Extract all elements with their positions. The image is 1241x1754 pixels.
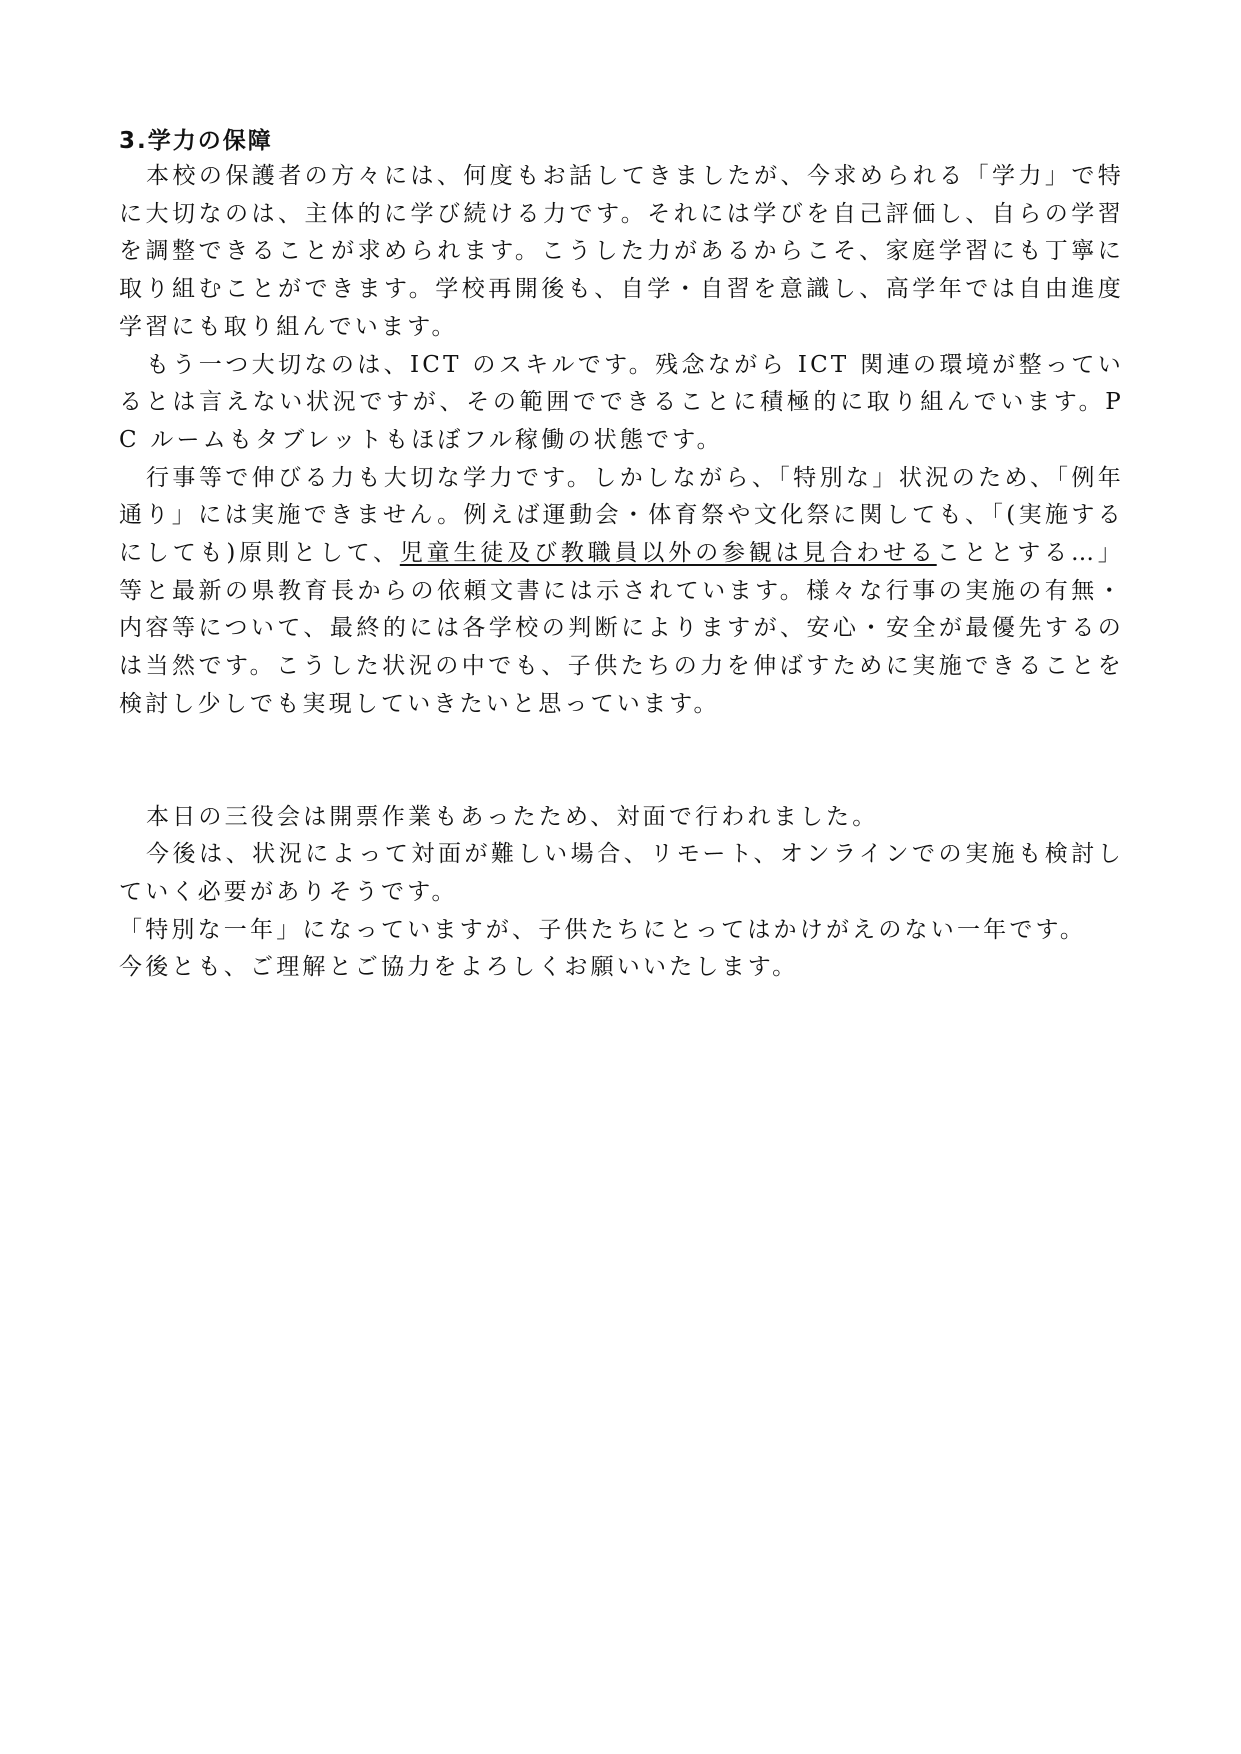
paragraph-meeting-note: 本日の三役会は開票作業もあったため、対面で行われました。: [146, 803, 879, 830]
document-content: [119, 124, 1124, 987]
closing-line-thanks: 今後とも、ご理解とご協力をよろしくお願いいたします。: [119, 954, 799, 981]
paragraph-remote-plan: 今後は、状況によって対面が難しい場合、リモート、オンラインでの実施も検討していく必要がありそうです。: [119, 841, 1124, 905]
closing-line-special-year: 「特別な一年」になっていますが、子供たちにとってはかけがえのない一年です。: [119, 916, 1087, 943]
events-underlined-text: 児童生徒及び教職員以外の参観は見合わせる: [399, 540, 937, 567]
section-heading: 3.学力の保障: [119, 128, 273, 154]
events-text-before: 行事等で伸びる力も大切な学力です。しかしながら、「特別な」状況のため、「例年通り」には実施できません。例えば運動会・体育祭や文化祭に関しても、「(実施するにしても)原則として、: [119, 464, 1124, 567]
events-text-after: こととする…」等と最新の県教育長からの依頼文書には示されています。様々な行事の実施の有無・内容等について、最終的には各学校の判断によりますが、安心・安全が最優先するのは当然です。こうした状況の中でも、子供たちの力を伸ばすために実施できることを検討し少しでも実現していきたいと思っています。: [119, 540, 1124, 717]
paragraph-school-events: [119, 460, 1124, 724]
paragraph-academic-ability: 本校の保護者の方々には、何度もお話してきましたが、今求められる「学力」で特に大切なのは、主体的に学び続ける力です。それには学びを自己評価し、自らの学習を調整できることが求められます。こうした力があるからこそ、家庭学習にも丁寧に取り組むことができます。学校再開後も、自学・自習を意識し、高学年では自由進度学習にも取り組んでいます。: [119, 163, 1124, 340]
paragraph-ict-skills: もう一つ大切なのは、ICT のスキルです。残念ながら ICT 関連の環境が整っているとは言えない状況ですが、その範囲でできることに積極的に取り組んでいます。PC ルームもタブレットもほぼフル稼働の状態です。: [119, 351, 1124, 453]
section-spacer: [119, 724, 1124, 799]
